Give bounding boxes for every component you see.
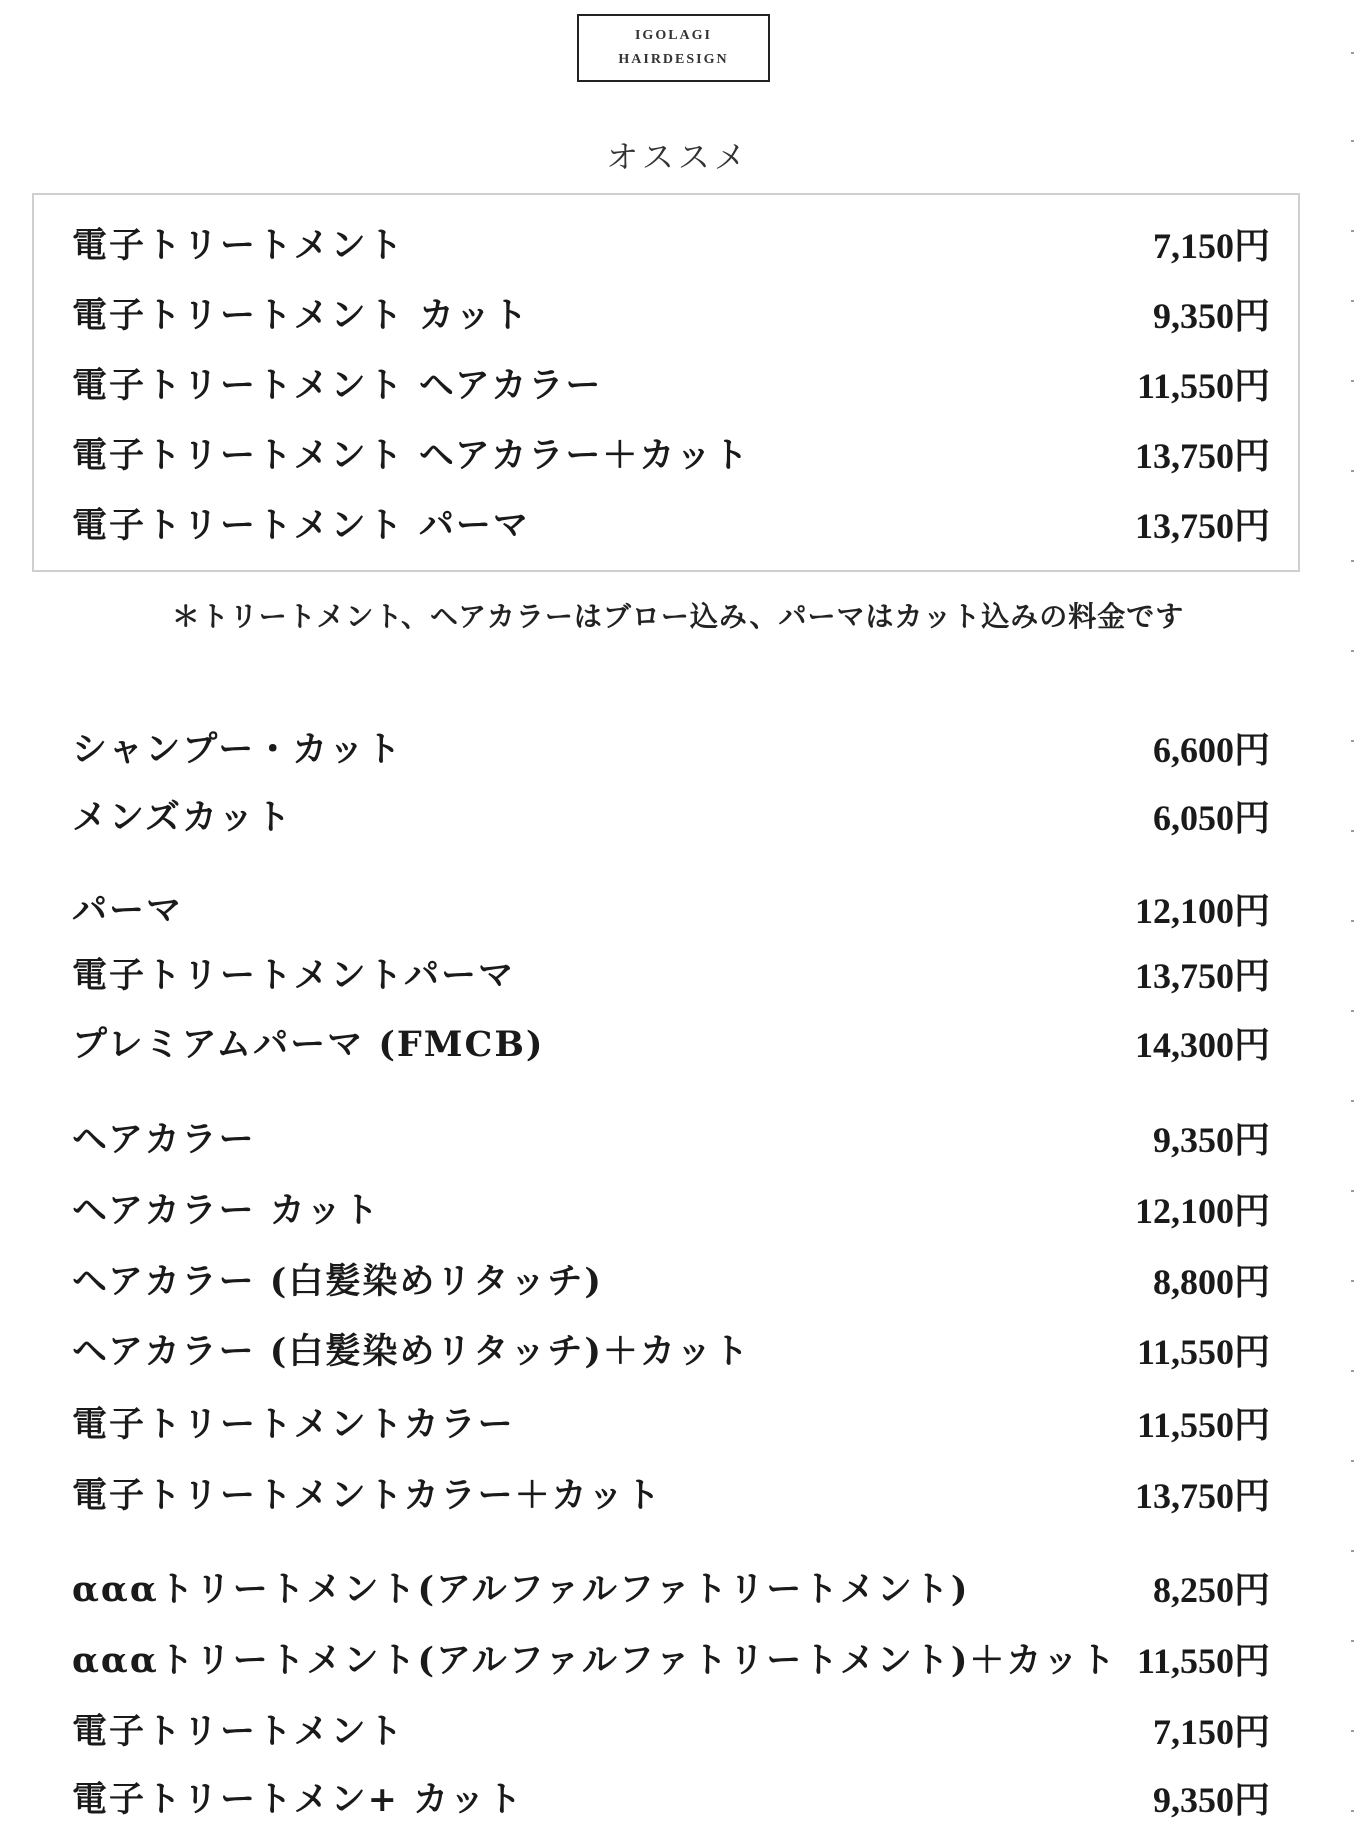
featured-item — [72, 218, 1270, 268]
menu-item — [72, 790, 1270, 840]
item-name: メンズカット — [72, 797, 293, 838]
menu-item — [72, 722, 1270, 772]
item-name: ヘアカラー カット — [72, 1190, 381, 1231]
menu-item — [72, 1704, 1270, 1754]
price-note: ＊トリートメント、ヘアカラーはブロー込み、パーマはカット込みの料金です — [171, 600, 1185, 633]
item-name: αααトリートメント(アルファルファトリートメント) — [72, 1569, 970, 1610]
item-price: 13,750円 — [1134, 505, 1270, 546]
item-name: 電子トリートメント ヘアカラー — [72, 365, 603, 406]
page-edge-marks — [1350, 0, 1356, 1837]
item-price: 7,150円 — [1152, 1711, 1270, 1752]
item-name: 電子トリートメント パーマ — [72, 505, 530, 546]
menu-item — [72, 1324, 1270, 1374]
menu-item — [72, 1633, 1270, 1683]
featured-item — [72, 358, 1270, 408]
logo-line-2: HAIRDESIGN — [618, 52, 729, 67]
menu-item — [72, 883, 1270, 933]
section-title: オススメ — [606, 138, 750, 176]
item-name: 電子トリートメン+ カット — [72, 1779, 524, 1820]
salon-logo — [577, 14, 770, 82]
menu-item — [72, 1112, 1270, 1162]
item-price: 8,800円 — [1152, 1261, 1270, 1302]
item-name: ヘアカラー — [72, 1119, 256, 1160]
item-name: 電子トリートメント ヘアカラー＋カット — [72, 435, 751, 476]
menu-item — [72, 1254, 1270, 1304]
item-price: 6,050円 — [1152, 797, 1270, 838]
item-price: 9,350円 — [1152, 1119, 1270, 1160]
item-price: 13,750円 — [1134, 955, 1270, 996]
featured-item — [72, 428, 1270, 478]
item-name: 電子トリートメント — [72, 1711, 405, 1752]
item-price: 11,550円 — [1136, 365, 1270, 406]
featured-item — [72, 498, 1270, 548]
item-price: 9,350円 — [1152, 295, 1270, 336]
item-price: 8,250円 — [1152, 1569, 1270, 1610]
item-name: 電子トリートメントカラー＋カット — [72, 1475, 663, 1516]
item-price: 6,600円 — [1152, 729, 1270, 770]
item-price: 9,350円 — [1152, 1779, 1270, 1820]
item-price: 11,550円 — [1136, 1640, 1270, 1681]
item-name: 電子トリートメント カット — [72, 295, 530, 336]
item-name: αααトリートメント(アルファルファトリートメント)＋カット — [72, 1640, 1118, 1681]
menu-item — [72, 1017, 1270, 1067]
menu-item — [72, 1562, 1270, 1612]
item-price: 11,550円 — [1136, 1404, 1270, 1445]
item-name: ヘアカラー (白髪染めリタッチ) — [72, 1261, 603, 1302]
menu-item — [72, 1468, 1270, 1518]
item-name: シャンプー・カット — [72, 729, 403, 770]
item-price: 12,100円 — [1134, 890, 1270, 931]
item-price: 13,750円 — [1134, 1475, 1270, 1516]
item-name: パーマ — [72, 890, 184, 931]
item-name: 電子トリートメントカラー — [72, 1404, 515, 1445]
logo-line-1: IGOLAGI — [634, 28, 712, 43]
item-price: 13,750円 — [1134, 435, 1270, 476]
item-name: プレミアムパーマ (FMCB) — [72, 1024, 545, 1065]
item-price: 7,150円 — [1152, 225, 1270, 266]
menu-item — [72, 948, 1270, 998]
item-name: ヘアカラー (白髪染めリタッチ)＋カット — [72, 1331, 751, 1372]
menu-item — [72, 1397, 1270, 1447]
item-price: 12,100円 — [1134, 1190, 1270, 1231]
menu-item — [72, 1772, 1270, 1822]
featured-item — [72, 288, 1270, 338]
menu-item — [72, 1183, 1270, 1233]
item-name: 電子トリートメント — [72, 225, 405, 266]
item-price: 11,550円 — [1136, 1331, 1270, 1372]
item-name: 電子トリートメントパーマ — [72, 955, 515, 996]
item-price: 14,300円 — [1134, 1024, 1270, 1065]
